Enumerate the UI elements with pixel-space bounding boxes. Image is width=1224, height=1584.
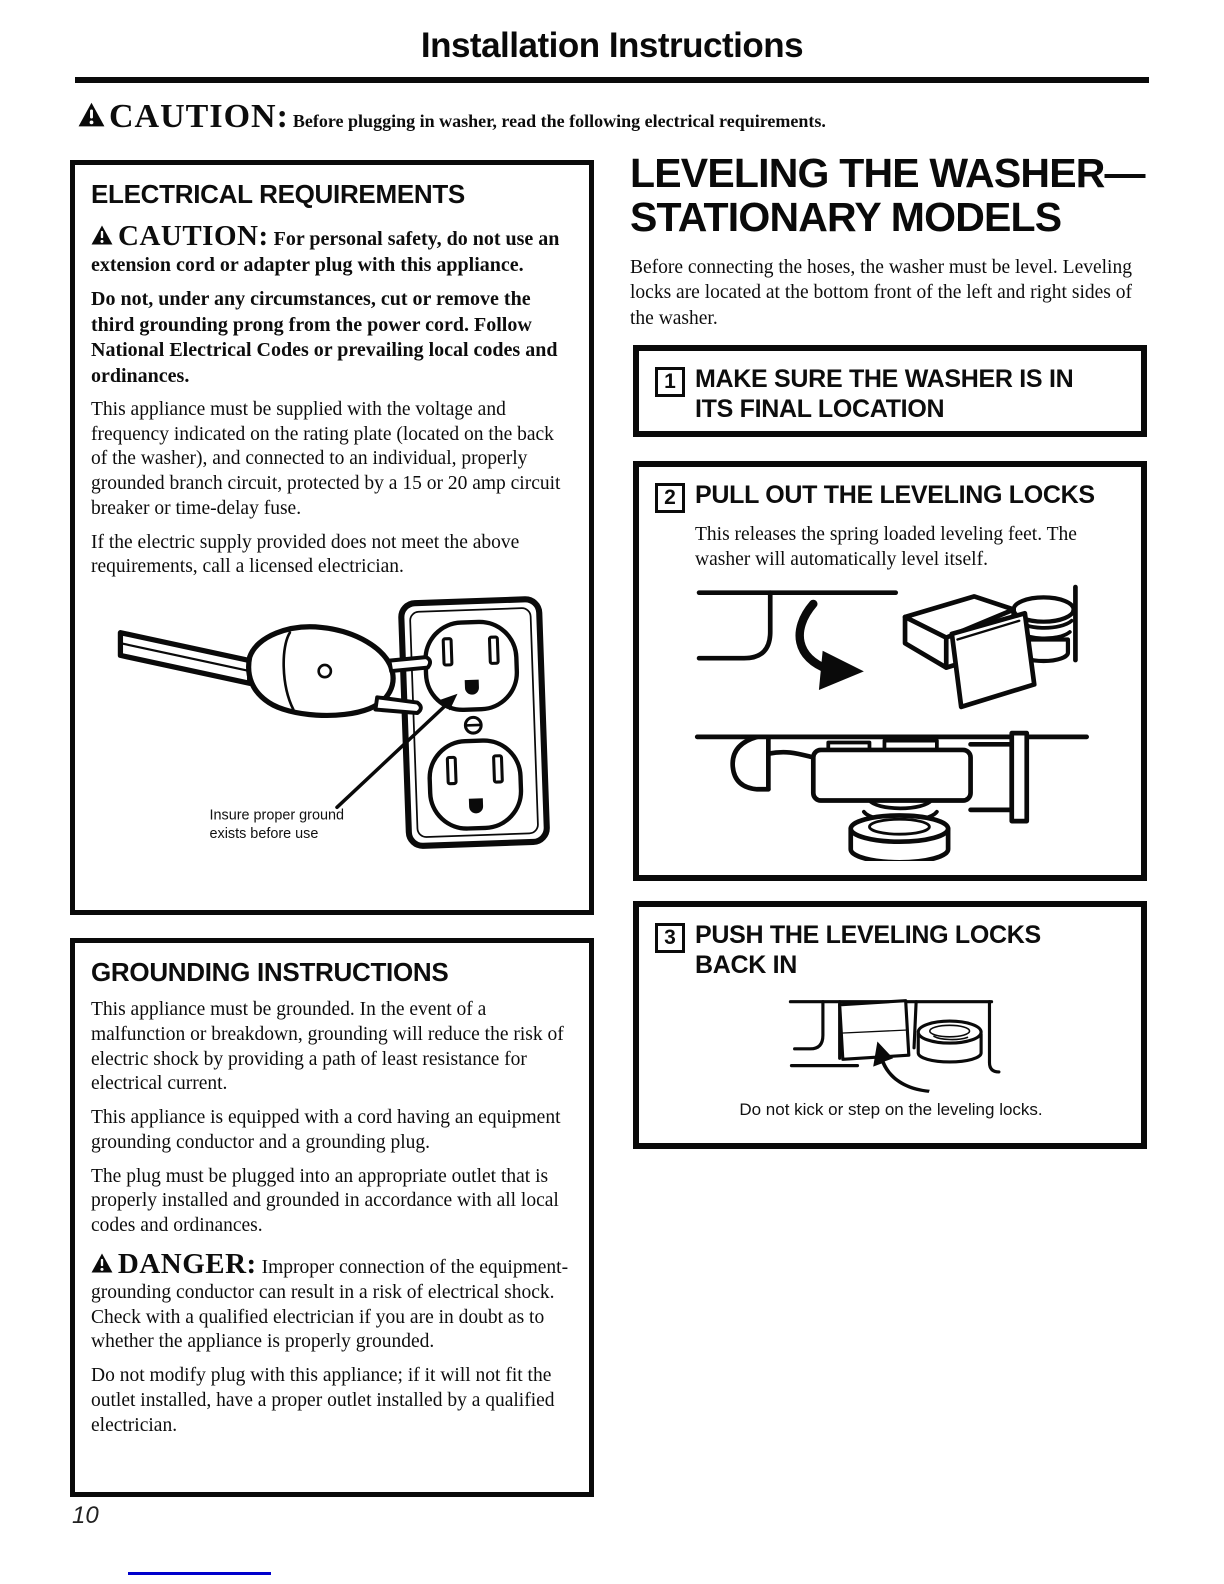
grounding-prong-warning: Do not, under any circumstances, cut or remove the third grounding prong from the power cord. Follow National Electrical Codes or prevailing local codes and ordinances. (91, 288, 558, 387)
step-3-number: 3 (655, 923, 685, 953)
electric-supply-paragraph: If the electric supply provided does not meet the above requirements, call a licensed electrician. (91, 531, 520, 578)
grounding-paragraph-3: The plug must be plugged into an appropriate outlet that is properly installed and grounded in accordance with all local codes and ordinances. (91, 1165, 559, 1236)
step-1-title-line1: MAKE SURE THE WASHER IS IN (695, 365, 1074, 393)
leveling-heading-line1: LEVELING THE WASHER— (630, 150, 1145, 196)
grounding-instructions-box (70, 938, 594, 1497)
footer-link-line (128, 1572, 271, 1575)
plug-outlet-illustration (91, 589, 583, 851)
voltage-requirements-paragraph: This appliance must be supplied with the voltage and frequency indicated on the rating plate (located on the back of the washer), and connected to an individual, properly grounded branch circuit, protected by a 15 or 20 amp circuit breaker or time-delay fuse. (91, 398, 561, 519)
step-1-heading (655, 365, 1127, 424)
step-3-title-line2: BACK IN (695, 950, 798, 979)
electrical-requirements-box (70, 160, 594, 915)
illustration-caption-line2: exists before use (209, 826, 319, 843)
caution-label: CAUTION: (118, 220, 269, 252)
caution-text: Before plugging in washer, read the following electrical requirements. (292, 111, 826, 131)
step-1-number: 1 (655, 367, 685, 397)
illustration-caption-line1: Insure proper ground (209, 807, 345, 824)
caution-label: CAUTION: (109, 98, 289, 135)
grounding-paragraph-1: This appliance must be grounded. In the event of a malfunction or breakdown, grounding will reduce the risk of electric shock by providing a path of least resistance for electrical current. (91, 999, 564, 1095)
leveling-section-heading (630, 152, 1160, 240)
warning-triangle-icon (91, 225, 113, 245)
step-box-3 (633, 901, 1147, 1149)
leveling-heading-line2: STATIONARY MODELS (630, 193, 1062, 240)
electrical-caution-paragraph (91, 220, 573, 278)
leveling-lock-pull-illustration (671, 579, 1111, 861)
step-2-number: 2 (655, 483, 685, 513)
step-2-title (695, 481, 1095, 511)
danger-text: Improper connection of the equipment-grounding conductor can result in a risk of electrical shock. Check with a qualified electrician if you are in doubt as to whether the appliance is properly grounded. (91, 1256, 569, 1353)
leveling-lock-push-illustration (701, 986, 1081, 1096)
grounding-paragraph-2: This appliance is equipped with a cord having an equipment grounding conductor and a grounding plug. (91, 1107, 561, 1153)
step-2-title-line1: PULL OUT THE LEVELING LOCKS (695, 481, 1095, 509)
page-title: Installation Instructions (420, 26, 804, 65)
step-2-heading (655, 481, 1127, 513)
grounding-instructions-heading: GROUNDING INSTRUCTIONS (91, 957, 449, 987)
danger-label: DANGER: (117, 1247, 257, 1280)
step-3-title-line1: PUSH THE LEVELING LOCKS (695, 921, 1041, 949)
step-3-heading (655, 921, 1127, 980)
step-1-title (695, 365, 1073, 424)
step-3-caption: Do not kick or step on the leveling locks. (739, 1100, 1043, 1119)
step-2-body: This releases the spring loaded leveling feet. The washer will automatically level itself. (695, 524, 1077, 570)
caution-banner (78, 98, 978, 136)
step-box-2 (633, 461, 1147, 881)
step-1-title-line2: ITS FINAL LOCATION (695, 394, 945, 423)
danger-paragraph (91, 1248, 573, 1355)
step-box-1 (633, 345, 1147, 437)
title-rule (75, 77, 1149, 83)
step-3-title (695, 921, 1041, 980)
page-number: 10 (72, 1502, 99, 1529)
electrical-requirements-heading: ELECTRICAL REQUIREMENTS (91, 179, 465, 209)
leveling-intro: Before connecting the hoses, the washer must be level. Leveling locks are located at the bottom front of the left and right sides of the washer. (630, 257, 1132, 329)
caution-text: For personal safety, do not use an extension cord or adapter plug with this appliance. (91, 228, 560, 276)
warning-triangle-icon (91, 1253, 113, 1273)
grounding-paragraph-4: Do not modify plug with this appliance; if it will not fit the outlet installed, have a proper outlet installed by a qualified electrician. (91, 1365, 555, 1436)
warning-triangle-icon (78, 102, 105, 127)
